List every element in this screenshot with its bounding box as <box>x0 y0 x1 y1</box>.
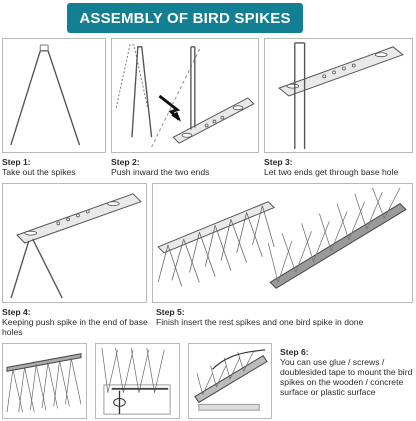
step3-title: Step 3: <box>264 157 293 167</box>
step3-caption <box>264 157 414 177</box>
step5-title: Step 5: <box>156 307 185 317</box>
step4-caption <box>2 307 150 337</box>
spike-through-base-drawing <box>265 39 412 152</box>
step6-caption <box>280 347 414 397</box>
step1-title: Step 1: <box>2 157 31 167</box>
assembled-spikes-drawing <box>153 184 412 302</box>
step1-text: Take out the spikes <box>2 167 76 177</box>
screw-mount-drawing <box>96 344 179 418</box>
step1-illustration <box>2 38 106 153</box>
step5-illustration <box>152 183 413 303</box>
step2-illustration <box>111 38 259 153</box>
step4-illustration <box>2 183 147 303</box>
step6-tape-illustration <box>188 343 272 419</box>
step2-title: Step 2: <box>111 157 140 167</box>
step2-text: Push inward the two ends <box>111 167 210 177</box>
page-title: ASSEMBLY OF BIRD SPIKES <box>79 9 291 27</box>
step6-text: You can use glue / screws / doublesided tape to mount the bird spikes on the wooden / concrete surface or plastic surface <box>280 357 413 397</box>
step4-title: Step 4: <box>2 307 31 317</box>
step5-caption <box>156 307 414 327</box>
spike-unfolded-drawing <box>3 39 105 152</box>
step6-screw-illustration <box>95 343 180 419</box>
step2-caption <box>111 157 259 177</box>
glue-mount-drawing <box>3 344 86 418</box>
step6-title: Step 6: <box>280 347 309 357</box>
spike-push-inward-drawing <box>112 39 258 152</box>
spike-in-base-end-drawing <box>3 184 146 302</box>
step4-text: Keeping push spike in the end of base holes <box>2 317 148 337</box>
step3-illustration <box>264 38 413 153</box>
step1-caption <box>2 157 106 177</box>
step5-text: Finish insert the rest spikes and one bird spike in done <box>156 317 364 327</box>
title-banner <box>67 3 303 33</box>
step3-text: Let two ends get through base hole <box>264 167 399 177</box>
step6-glue-illustration <box>2 343 87 419</box>
tape-mount-drawing <box>189 344 271 418</box>
